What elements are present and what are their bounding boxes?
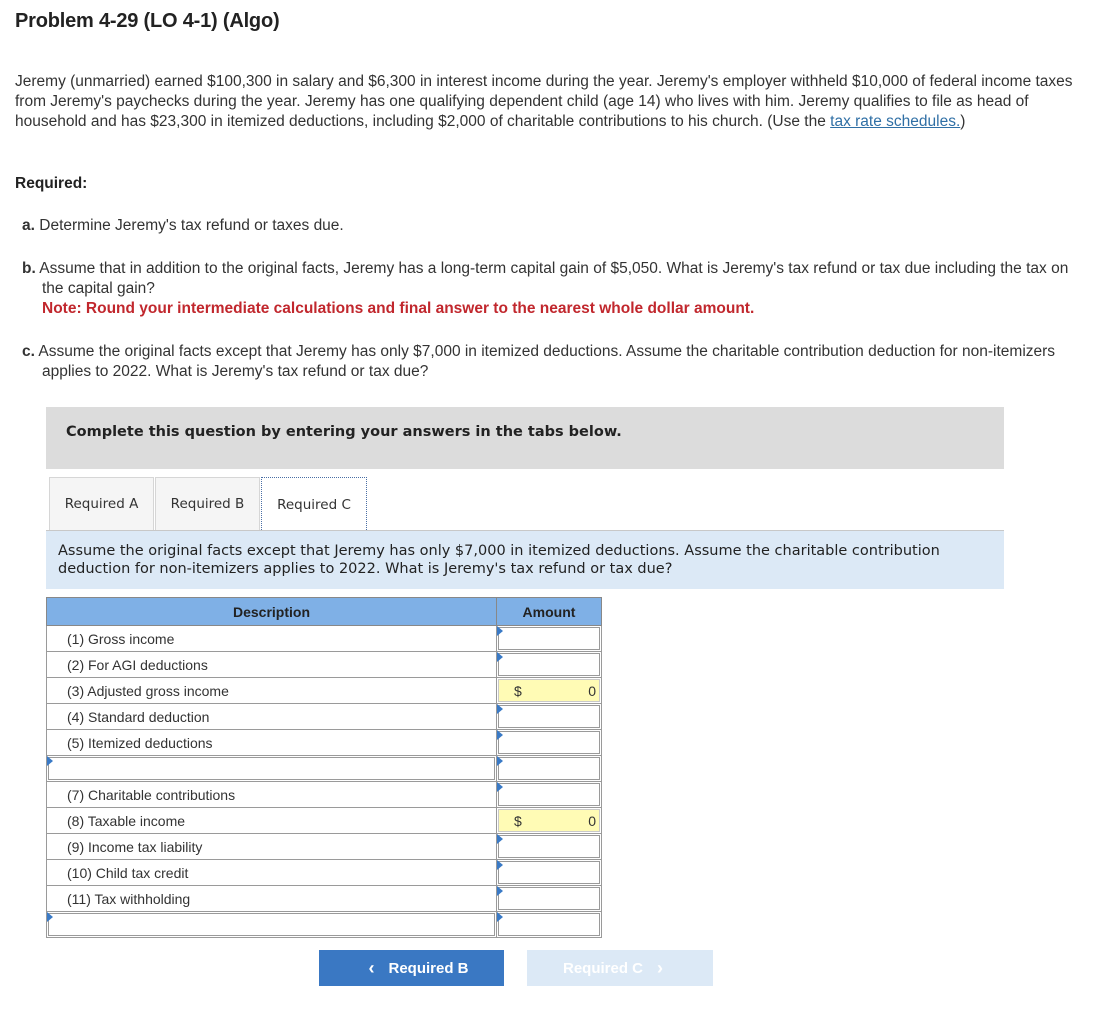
part-b xyxy=(22,259,1082,319)
table-row xyxy=(47,834,602,860)
instructions-banner xyxy=(46,407,1004,469)
previous-button-label: Required B xyxy=(388,959,469,977)
tab-required-a[interactable]: Required A xyxy=(49,477,154,530)
amount-input[interactable] xyxy=(497,782,602,808)
part-c-letter: c. xyxy=(22,343,35,360)
amount-input[interactable] xyxy=(497,730,602,756)
amount-input[interactable] xyxy=(497,704,602,730)
amount-input-box[interactable] xyxy=(498,861,600,884)
part-c-text: Assume the original facts except that Jeremy has only $7,000 in itemized deductions. Assume the charitable contribution deduction for non-itemizers applies to 2022. What is Jeremy's tax refund or tax due? xyxy=(38,343,1056,380)
row-description: (3) Adjusted gross income xyxy=(47,678,497,704)
amount-input[interactable] xyxy=(497,912,602,938)
amount-input-box[interactable] xyxy=(498,627,600,650)
amount-input[interactable] xyxy=(497,652,602,678)
amount-input[interactable] xyxy=(497,756,602,782)
table-row xyxy=(47,704,602,730)
required-heading: Required: xyxy=(15,175,88,192)
problem-intro xyxy=(15,72,1085,132)
next-required-c-button xyxy=(527,950,713,986)
dollar-sign: $ xyxy=(514,813,522,829)
table-row xyxy=(47,808,602,834)
amount-computed-box xyxy=(498,809,600,832)
table-row xyxy=(47,860,602,886)
input-marker-icon xyxy=(497,704,503,714)
next-button-label: Required C xyxy=(562,959,643,977)
row-description: (8) Taxable income xyxy=(47,808,497,834)
part-b-letter: b. xyxy=(22,260,36,277)
amount-input[interactable] xyxy=(497,626,602,652)
table-row xyxy=(47,626,602,652)
amount-input[interactable] xyxy=(497,860,602,886)
input-marker-icon xyxy=(497,860,503,870)
description-input-box[interactable] xyxy=(48,913,495,936)
amount-computed xyxy=(497,808,602,834)
row-description: (9) Income tax liability xyxy=(47,834,497,860)
amount-input-box[interactable] xyxy=(498,783,600,806)
row-description: (10) Child tax credit xyxy=(47,860,497,886)
row-description: (2) For AGI deductions xyxy=(47,652,497,678)
question-panel xyxy=(46,531,1004,589)
amount-input-box[interactable] xyxy=(498,835,600,858)
answer-table xyxy=(46,597,602,938)
intro-text: Jeremy (unmarried) earned $100,300 in salary and $6,300 in interest income during the year. Jeremy's employer withheld $10,000 of federal income taxes from Jeremy's paychecks during the year. Jeremy has one qualifying dependent child (age 14) who lives with him. Jeremy qualifies to file as head of household and has $23,300 in itemized deductions, including $2,000 of charitable contributions to his church. (Use the xyxy=(15,73,1073,130)
amount-input-box[interactable] xyxy=(498,653,600,676)
input-marker-icon xyxy=(497,782,503,792)
amount-input-box[interactable] xyxy=(498,705,600,728)
amount-header: Amount xyxy=(497,598,602,626)
table-row xyxy=(47,756,602,782)
table-row xyxy=(47,782,602,808)
amount-input-box[interactable] xyxy=(498,731,600,754)
row-description: (5) Itemized deductions xyxy=(47,730,497,756)
table-row xyxy=(47,912,602,938)
description-input[interactable] xyxy=(47,756,497,782)
part-a xyxy=(22,216,1082,236)
description-input-box[interactable] xyxy=(48,757,495,780)
part-b-note: Note: Round your intermediate calculations and final answer to the nearest whole dollar amount. xyxy=(42,300,755,317)
amount-input-box[interactable] xyxy=(498,757,600,780)
input-marker-icon xyxy=(497,834,503,844)
row-description: (11) Tax withholding xyxy=(47,886,497,912)
input-marker-icon xyxy=(497,652,503,662)
table-row xyxy=(47,886,602,912)
instructions-text: Complete this question by entering your answers in the tabs below. xyxy=(66,424,622,440)
table-row xyxy=(47,678,602,704)
input-marker-icon xyxy=(497,756,503,766)
input-marker-icon xyxy=(47,912,53,922)
table-row xyxy=(47,652,602,678)
tab-required-c[interactable]: Required C xyxy=(261,477,367,532)
amount-input[interactable] xyxy=(497,886,602,912)
page-title: Problem 4-29 (LO 4-1) (Algo) xyxy=(15,10,280,32)
input-marker-icon xyxy=(497,626,503,636)
intro-close-paren: ) xyxy=(960,113,966,130)
table-row xyxy=(47,730,602,756)
part-b-text: Assume that in addition to the original facts, Jeremy has a long-term capital gain of $5,050. What is Jeremy's tax refund or tax due including the tax on the capital gain? xyxy=(39,260,1069,297)
amount-value: 0 xyxy=(588,683,596,699)
previous-required-b-button[interactable] xyxy=(319,950,504,986)
amount-input-box[interactable] xyxy=(498,913,600,936)
amount-computed xyxy=(497,678,602,704)
tab-required-b[interactable]: Required B xyxy=(155,477,260,530)
part-c xyxy=(22,342,1082,382)
input-marker-icon xyxy=(497,912,503,922)
chevron-left-icon: ‹ xyxy=(368,957,375,978)
chevron-right-icon: › xyxy=(657,957,663,978)
amount-input[interactable] xyxy=(497,834,602,860)
input-marker-icon xyxy=(497,886,503,896)
input-marker-icon xyxy=(497,730,503,740)
question-text: Assume the original facts except that Jeremy has only $7,000 in itemized deductions. Assume the charitable contribution deduction for non-itemizers applies to 2022. What is Jeremy's tax refund or tax due? xyxy=(58,543,940,577)
description-input[interactable] xyxy=(47,912,497,938)
input-marker-icon xyxy=(47,756,53,766)
row-description: (1) Gross income xyxy=(47,626,497,652)
amount-value: 0 xyxy=(588,813,596,829)
tax-rate-schedules-link[interactable]: tax rate schedules. xyxy=(830,113,961,130)
dollar-sign: $ xyxy=(514,683,522,699)
part-a-letter: a. xyxy=(22,217,35,234)
part-a-text: Determine Jeremy's tax refund or taxes due. xyxy=(39,217,344,234)
description-header: Description xyxy=(47,598,497,626)
row-description: (7) Charitable contributions xyxy=(47,782,497,808)
row-description: (4) Standard deduction xyxy=(47,704,497,730)
amount-input-box[interactable] xyxy=(498,887,600,910)
amount-computed-box xyxy=(498,679,600,702)
tab-bar xyxy=(48,477,1004,531)
